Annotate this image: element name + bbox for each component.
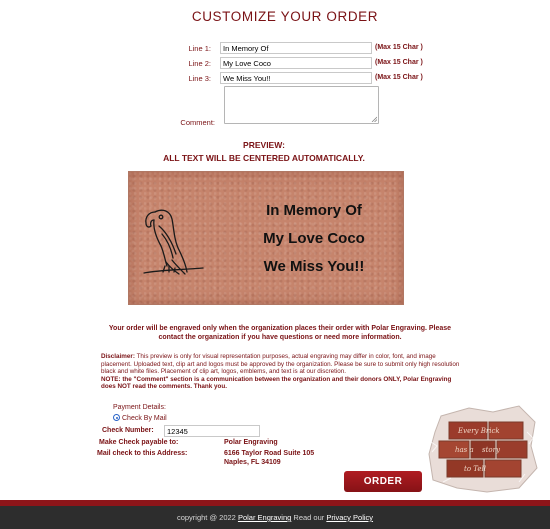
- line3-max-hint: (Max 15 Char ): [375, 74, 423, 81]
- polar-engraving-link[interactable]: Polar Engraving: [237, 513, 292, 522]
- engraving-notice: Your order will be engraved only when the organization places their order with Polar Engraving. Please contact the organization if you have questions or need more information.: [108, 325, 452, 341]
- privacy-policy-link[interactable]: Privacy Policy: [326, 513, 374, 522]
- check-by-mail-radio[interactable]: [113, 414, 120, 421]
- resize-grip-icon[interactable]: [371, 116, 377, 122]
- payable-to-label: Make Check payable to:: [99, 439, 179, 446]
- line2-label: Line 2:: [188, 59, 211, 68]
- comment-textarea[interactable]: [224, 86, 379, 124]
- line2-max-hint: (Max 15 Char ): [375, 59, 423, 66]
- payment-heading: Payment Details:: [113, 404, 166, 411]
- payable-to-value: Polar Engraving: [224, 439, 278, 446]
- check-by-mail-label[interactable]: Check By Mail: [122, 415, 167, 422]
- address-line-1: 6166 Taylor Road Suite 105: [224, 450, 315, 457]
- disclaimer-label: Disclaimer:: [101, 353, 135, 360]
- badge-word-4: to Tell: [464, 465, 486, 473]
- check-number-input[interactable]: [164, 425, 260, 437]
- footer-middle-text: Read our: [291, 513, 327, 522]
- disclaimer: [101, 353, 463, 391]
- order-button[interactable]: ORDER: [344, 471, 422, 492]
- brick-line-3: We Miss You!!: [263, 258, 365, 275]
- check-number-label: Check Number:: [102, 427, 154, 434]
- parrot-clipart-icon: [139, 202, 205, 280]
- preview-subheading: ALL TEXT WILL BE CENTERED AUTOMATICALLY.: [163, 153, 365, 163]
- badge-word-2: has a: [455, 446, 474, 454]
- badge-word-3: story: [482, 446, 500, 454]
- copyright-text: copyright @ 2022: [176, 513, 238, 522]
- disclaimer-note: NOTE: the "Comment" section is a communication between the organization and their donors ONLY, Polar Engraving does NOT read the comments. Thank you.: [101, 375, 452, 390]
- every-brick-badge: [423, 402, 541, 494]
- badge-word-1: Every Brick: [458, 427, 500, 435]
- line3-input[interactable]: [220, 72, 372, 84]
- preview-heading: PREVIEW:: [243, 140, 285, 150]
- disclaimer-text: This preview is only for visual representation purposes, actual engraving may differ in color, font, and image placement. Uploaded text, clip art and logos must be approved by the organization. Please be sure to submit only high resolution black and white files. Placement of clip art, logos, emblems, and text is at our discretion.: [101, 353, 460, 375]
- line1-max-hint: (Max 15 Char ): [375, 44, 423, 51]
- line1-label: Line 1:: [188, 44, 211, 53]
- line1-input[interactable]: [220, 42, 372, 54]
- line3-label: Line 3:: [188, 74, 211, 83]
- mail-address-label: Mail check to this Address:: [97, 450, 188, 457]
- footer-text: [0, 513, 550, 522]
- brick-preview: [128, 171, 404, 305]
- brick-line-1: In Memory Of: [266, 202, 362, 219]
- comment-label: Comment:: [180, 118, 215, 127]
- page-title: CUSTOMIZE YOUR ORDER: [191, 9, 379, 24]
- address-line-2: Naples, FL 34109: [224, 459, 281, 466]
- brick-line-2: My Love Coco: [263, 230, 365, 247]
- line2-input[interactable]: [220, 57, 372, 69]
